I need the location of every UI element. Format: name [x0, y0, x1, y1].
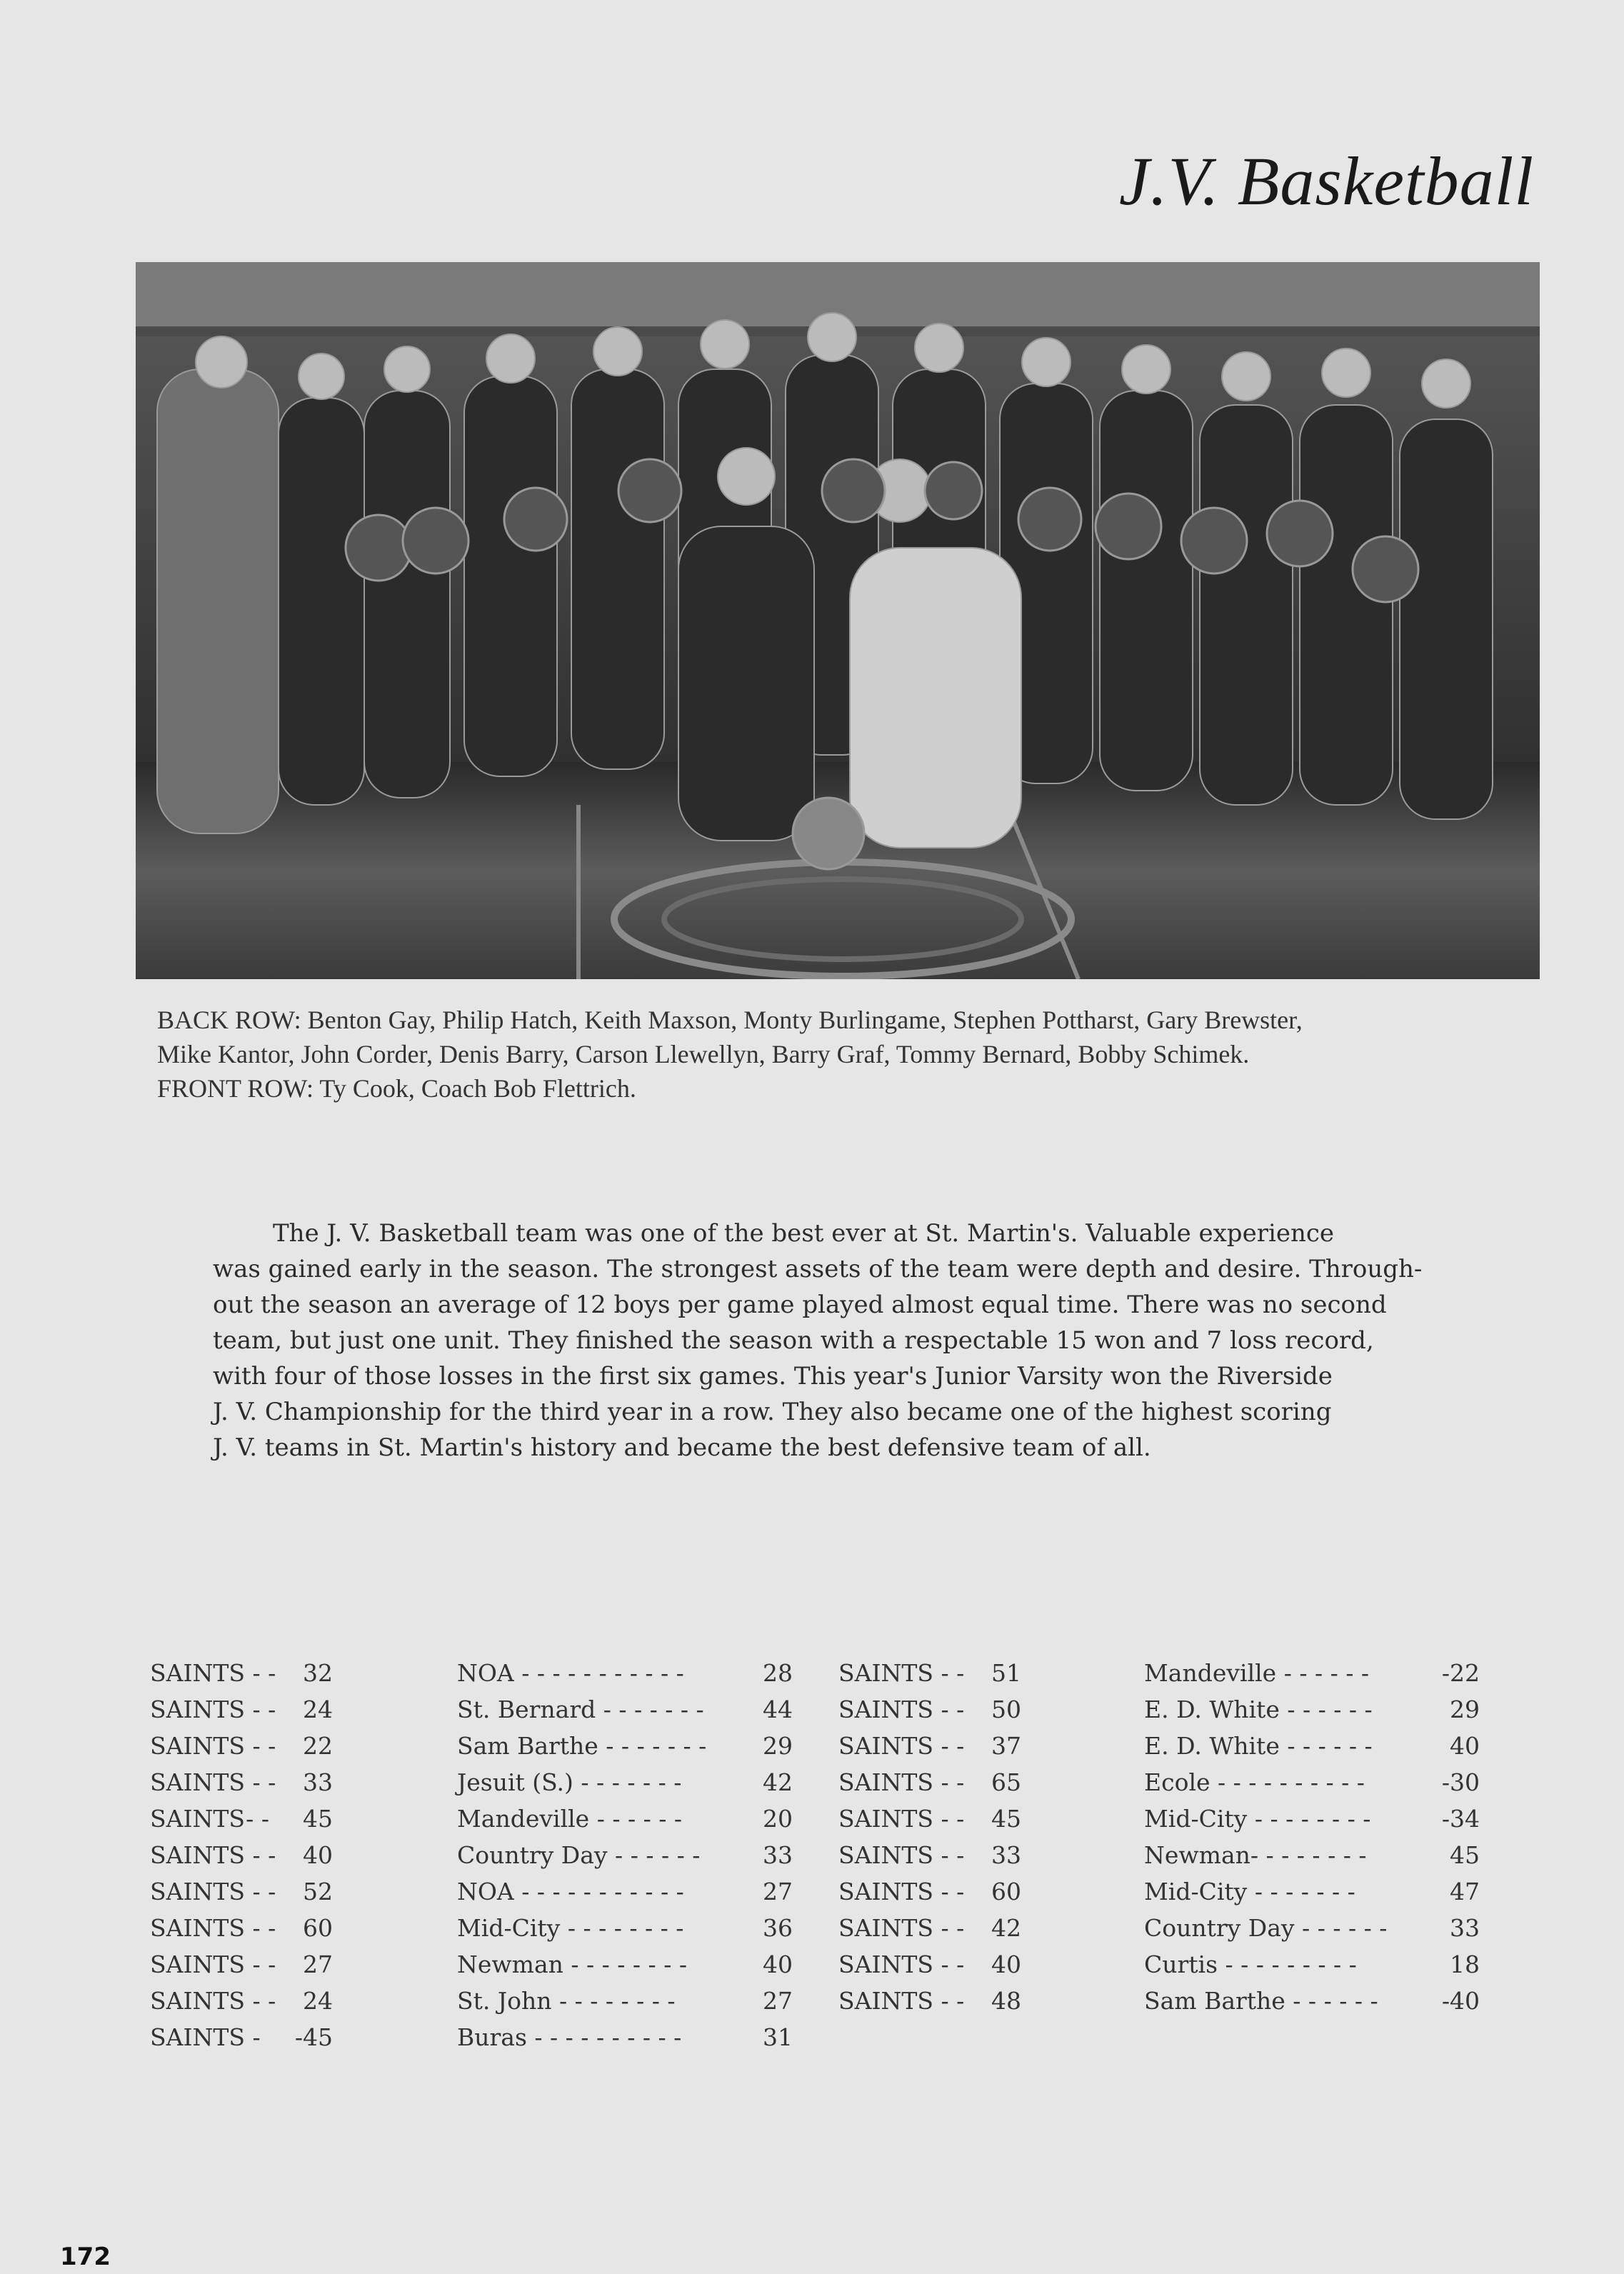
team-name: Newman - - - - - - - - [457, 1950, 687, 1978]
team-name: Mid-City - - - - - - - - [457, 1914, 684, 1942]
summary-line: was gained early in the season. The strongest assets of the team were depth and desire. Through- [213, 1255, 1423, 1283]
team-name: SAINTS - - [838, 1696, 965, 1723]
team-photo [136, 262, 1540, 979]
team-name: Mandeville - - - - - - [1144, 1659, 1370, 1687]
result-row [838, 1764, 1021, 1800]
team-name: SAINTS - - [838, 1659, 965, 1687]
score: 28 [763, 1659, 793, 1687]
team-name: Newman- - - - - - - - [1144, 1841, 1367, 1869]
result-row [150, 1910, 333, 1946]
team-name: SAINTS - - [150, 1696, 276, 1723]
score: 33 [1450, 1914, 1480, 1942]
page-title: J.V. Basketball [1118, 143, 1534, 219]
score: 27 [303, 1950, 333, 1978]
score: -34 [1441, 1805, 1480, 1833]
caption-front-row: FRONT ROW: Ty Cook, Coach Bob Flettrich. [157, 1074, 636, 1103]
result-row [838, 1983, 1021, 2019]
team-name: NOA - - - - - - - - - - - [457, 1878, 684, 1905]
score: -22 [1441, 1659, 1480, 1687]
score: -45 [294, 2023, 333, 2051]
team-name: E. D. White - - - - - - [1144, 1696, 1373, 1723]
team-summary [213, 1216, 1470, 1466]
score: 31 [763, 2023, 793, 2051]
results-column-opponents-1 [457, 1655, 793, 2055]
result-row [150, 1691, 333, 1728]
result-row [150, 1837, 333, 1873]
team-name: SAINTS - - [150, 1732, 276, 1760]
team-name: Sam Barthe - - - - - - - [457, 1732, 707, 1760]
team-name: SAINTS - - [838, 1950, 965, 1978]
result-row [150, 1800, 333, 1837]
result-row [150, 1728, 333, 1764]
team-name: St. Bernard - - - - - - - [457, 1696, 704, 1723]
score: 37 [991, 1732, 1021, 1760]
result-row [150, 1983, 333, 2019]
score: 42 [991, 1914, 1021, 1942]
result-row [150, 2019, 333, 2055]
team-name: SAINTS - - [150, 1950, 276, 1978]
result-row [457, 1655, 793, 1691]
score: 60 [303, 1914, 333, 1942]
result-row [457, 1946, 793, 1983]
result-row [150, 1764, 333, 1800]
team-name: Curtis - - - - - - - - - [1144, 1950, 1357, 1978]
result-row [1144, 1655, 1480, 1691]
team-name: SAINTS - - [150, 1768, 276, 1796]
team-name: NOA - - - - - - - - - - - [457, 1659, 684, 1687]
team-name: St. John - - - - - - - - [457, 1987, 676, 2015]
score: -40 [1441, 1987, 1480, 2015]
team-name: Jesuit (S.) - - - - - - - [457, 1768, 682, 1796]
score: 33 [991, 1841, 1021, 1869]
team-name: SAINTS - - [838, 1768, 965, 1796]
team-name: Mid-City - - - - - - - - [1144, 1805, 1371, 1833]
score: 40 [1450, 1732, 1480, 1760]
score: 27 [763, 1878, 793, 1905]
score: 44 [763, 1696, 793, 1723]
results-column-saints-1 [150, 1655, 333, 2055]
team-name: SAINTS - - [838, 1987, 965, 2015]
score: 60 [991, 1878, 1021, 1905]
team-name: SAINTS - - [838, 1841, 965, 1869]
score: 22 [303, 1732, 333, 1760]
result-row [838, 1728, 1021, 1764]
team-name: SAINTS - - [150, 1841, 276, 1869]
summary-line: with four of those losses in the first six games. This year's Junior Varsity won the Riverside [213, 1362, 1333, 1391]
result-row [1144, 1800, 1480, 1837]
score: 27 [763, 1987, 793, 2015]
result-row [1144, 1728, 1480, 1764]
team-name: Country Day - - - - - - [457, 1841, 701, 1869]
team-name: SAINTS - - [838, 1732, 965, 1760]
score: -30 [1441, 1768, 1480, 1796]
caption-back-row-line-1: BACK ROW: Benton Gay, Philip Hatch, Keith Maxson, Monty Burlingame, Stephen Pottharst, Gary Brewster, [157, 1006, 1303, 1034]
team-name: Mandeville - - - - - - [457, 1805, 683, 1833]
result-row [838, 1837, 1021, 1873]
score: 33 [303, 1768, 333, 1796]
team-name: Ecole - - - - - - - - - - [1144, 1768, 1365, 1796]
result-row [150, 1873, 333, 1910]
score: 29 [763, 1732, 793, 1760]
team-name: SAINTS - - [150, 1987, 276, 2015]
result-row [838, 1873, 1021, 1910]
team-name: SAINTS - - [150, 1659, 276, 1687]
result-row [838, 1946, 1021, 1983]
team-name: SAINTS- - [150, 1805, 269, 1833]
result-row [150, 1655, 333, 1691]
score: 29 [1450, 1696, 1480, 1723]
result-row [838, 1655, 1021, 1691]
results-column-saints-2 [838, 1655, 1021, 2019]
photo-caption [157, 1003, 1528, 1106]
result-row [457, 1800, 793, 1837]
team-name: Buras - - - - - - - - - - [457, 2023, 682, 2051]
results-column-opponents-2 [1144, 1655, 1480, 2019]
summary-line: J. V. teams in St. Martin's history and became the best defensive team of all. [213, 1433, 1151, 1462]
score: 18 [1450, 1950, 1480, 1978]
summary-line: The J. V. Basketball team was one of the best ever at St. Martin's. Valuable experience [273, 1219, 1335, 1248]
score: 50 [991, 1696, 1021, 1723]
result-row [457, 1691, 793, 1728]
result-row [457, 1837, 793, 1873]
team-name: SAINTS - - [150, 1878, 276, 1905]
team-name: Mid-City - - - - - - - [1144, 1878, 1355, 1905]
team-name: SAINTS - - [838, 1805, 965, 1833]
result-row [1144, 1946, 1480, 1983]
score: 45 [991, 1805, 1021, 1833]
score: 42 [763, 1768, 793, 1796]
score: 24 [303, 1987, 333, 2015]
result-row [1144, 1983, 1480, 2019]
team-name: SAINTS - - [838, 1914, 965, 1942]
result-row [838, 1691, 1021, 1728]
result-row [457, 1764, 793, 1800]
score: 40 [303, 1841, 333, 1869]
team-name: SAINTS - - [838, 1878, 965, 1905]
result-row [1144, 1764, 1480, 1800]
result-row [457, 1983, 793, 2019]
result-row [150, 1946, 333, 1983]
summary-line: team, but just one unit. They finished the season with a respectable 15 won and 7 loss record, [213, 1326, 1374, 1355]
summary-line: J. V. Championship for the third year in a row. They also became one of the highest scoring [213, 1398, 1332, 1426]
team-name: Country Day - - - - - - [1144, 1914, 1388, 1942]
score: 48 [991, 1987, 1021, 2015]
score: 40 [991, 1950, 1021, 1978]
result-row [457, 1728, 793, 1764]
score: 65 [991, 1768, 1021, 1796]
score: 32 [303, 1659, 333, 1687]
team-name: E. D. White - - - - - - [1144, 1732, 1373, 1760]
result-row [457, 2019, 793, 2055]
score: 45 [303, 1805, 333, 1833]
score: 51 [991, 1659, 1021, 1687]
score: 45 [1450, 1841, 1480, 1869]
result-row [1144, 1873, 1480, 1910]
team-photo-illustration [136, 262, 1540, 979]
score: 36 [763, 1914, 793, 1942]
result-row [1144, 1910, 1480, 1946]
team-name: Sam Barthe - - - - - - [1144, 1987, 1378, 2015]
result-row [1144, 1691, 1480, 1728]
score: 47 [1450, 1878, 1480, 1905]
team-name: SAINTS - - [150, 1914, 276, 1942]
score: 20 [763, 1805, 793, 1833]
summary-line: out the season an average of 12 boys per game played almost equal time. There was no second [213, 1291, 1387, 1319]
page-number: 172 [60, 2243, 111, 2271]
score: 52 [303, 1878, 333, 1905]
result-row [457, 1873, 793, 1910]
result-row [1144, 1837, 1480, 1873]
score: 33 [763, 1841, 793, 1869]
result-row [838, 1800, 1021, 1837]
score: 24 [303, 1696, 333, 1723]
result-row [457, 1910, 793, 1946]
team-name: SAINTS - [150, 2023, 261, 2051]
result-row [838, 1910, 1021, 1946]
score: 40 [763, 1950, 793, 1978]
caption-back-row-line-2: Mike Kantor, John Corder, Denis Barry, Carson Llewellyn, Barry Graf, Tommy Bernard, Bobby Schimek. [157, 1040, 1250, 1068]
